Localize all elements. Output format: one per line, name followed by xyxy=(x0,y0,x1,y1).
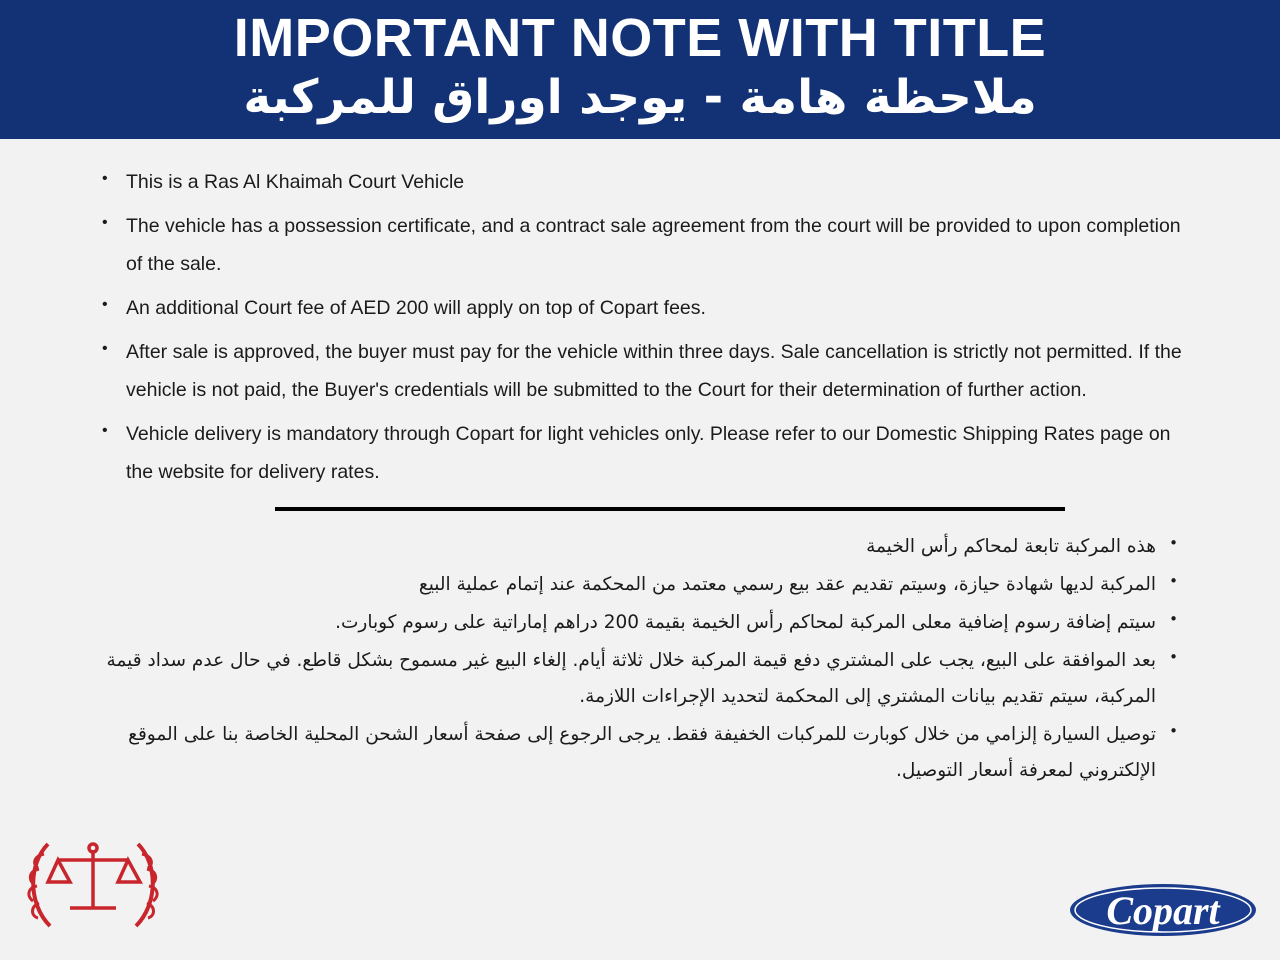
copart-logo-text: Copart xyxy=(1106,888,1220,933)
page-title-english: IMPORTANT NOTE WITH TITLE xyxy=(233,8,1047,68)
english-notes-list xyxy=(96,163,1184,491)
list-item: • سيتم إضافة رسوم إضافية معلى المركبة لمحاكم رأس الخيمة بقيمة 200 دراهم إماراتية على رسوم كوبارت. xyxy=(96,605,1184,641)
list-item: • This is a Ras Al Khaimah Court Vehicle xyxy=(96,163,1184,201)
list-item: • توصيل السيارة إلزامي من خلال كوبارت للمركبات الخفيفة فقط. يرجى الرجوع إلى صفحة أسعار الشحن المحلية الخاصة بنا على الموقع الإلكتروني لمعرفة أسعار التوصيل. xyxy=(96,717,1184,789)
list-item: • The vehicle has a possession certificate, and a contract sale agreement from the court will be provided to upon completion of the sale. xyxy=(96,207,1184,283)
list-item: • An additional Court fee of AED 200 will apply on top of Copart fees. xyxy=(96,289,1184,327)
english-notes-section xyxy=(0,139,1280,491)
court-seal-icon xyxy=(18,824,168,944)
copart-logo xyxy=(1068,880,1258,940)
list-item: • هذه المركبة تابعة لمحاكم رأس الخيمة xyxy=(96,529,1184,565)
section-divider-wrapper xyxy=(0,497,1280,511)
section-divider xyxy=(275,507,1065,511)
document-header xyxy=(0,0,1280,139)
list-item: • بعد الموافقة على البيع، يجب على المشتري دفع قيمة المركبة خلال ثلاثة أيام. إلغاء البيع غير مسموح بشكل قاطع. في حال عدم سداد قيمة المركبة، سيتم تقديم بيانات المشتري إلى المحكمة لتحديد الإجراءات اللازمة. xyxy=(96,643,1184,715)
arabic-notes-section xyxy=(0,511,1280,789)
list-item: • After sale is approved, the buyer must pay for the vehicle within three days. Sale cancellation is strictly not permitted. If the vehicle is not paid, the Buyer's credentials will be submitted to the Court for their determination of further action. xyxy=(96,333,1184,409)
list-item: • Vehicle delivery is mandatory through Copart for light vehicles only. Please refer to our Domestic Shipping Rates page on the website for delivery rates. xyxy=(96,415,1184,491)
arabic-notes-list xyxy=(96,529,1184,789)
list-item: • المركبة لديها شهادة حيازة، وسيتم تقديم عقد بيع رسمي معتمد من المحكمة عند إتمام عملية البيع xyxy=(96,567,1184,603)
page-title-arabic: ملاحظة هامة - يوجد اوراق للمركبة xyxy=(243,69,1037,125)
